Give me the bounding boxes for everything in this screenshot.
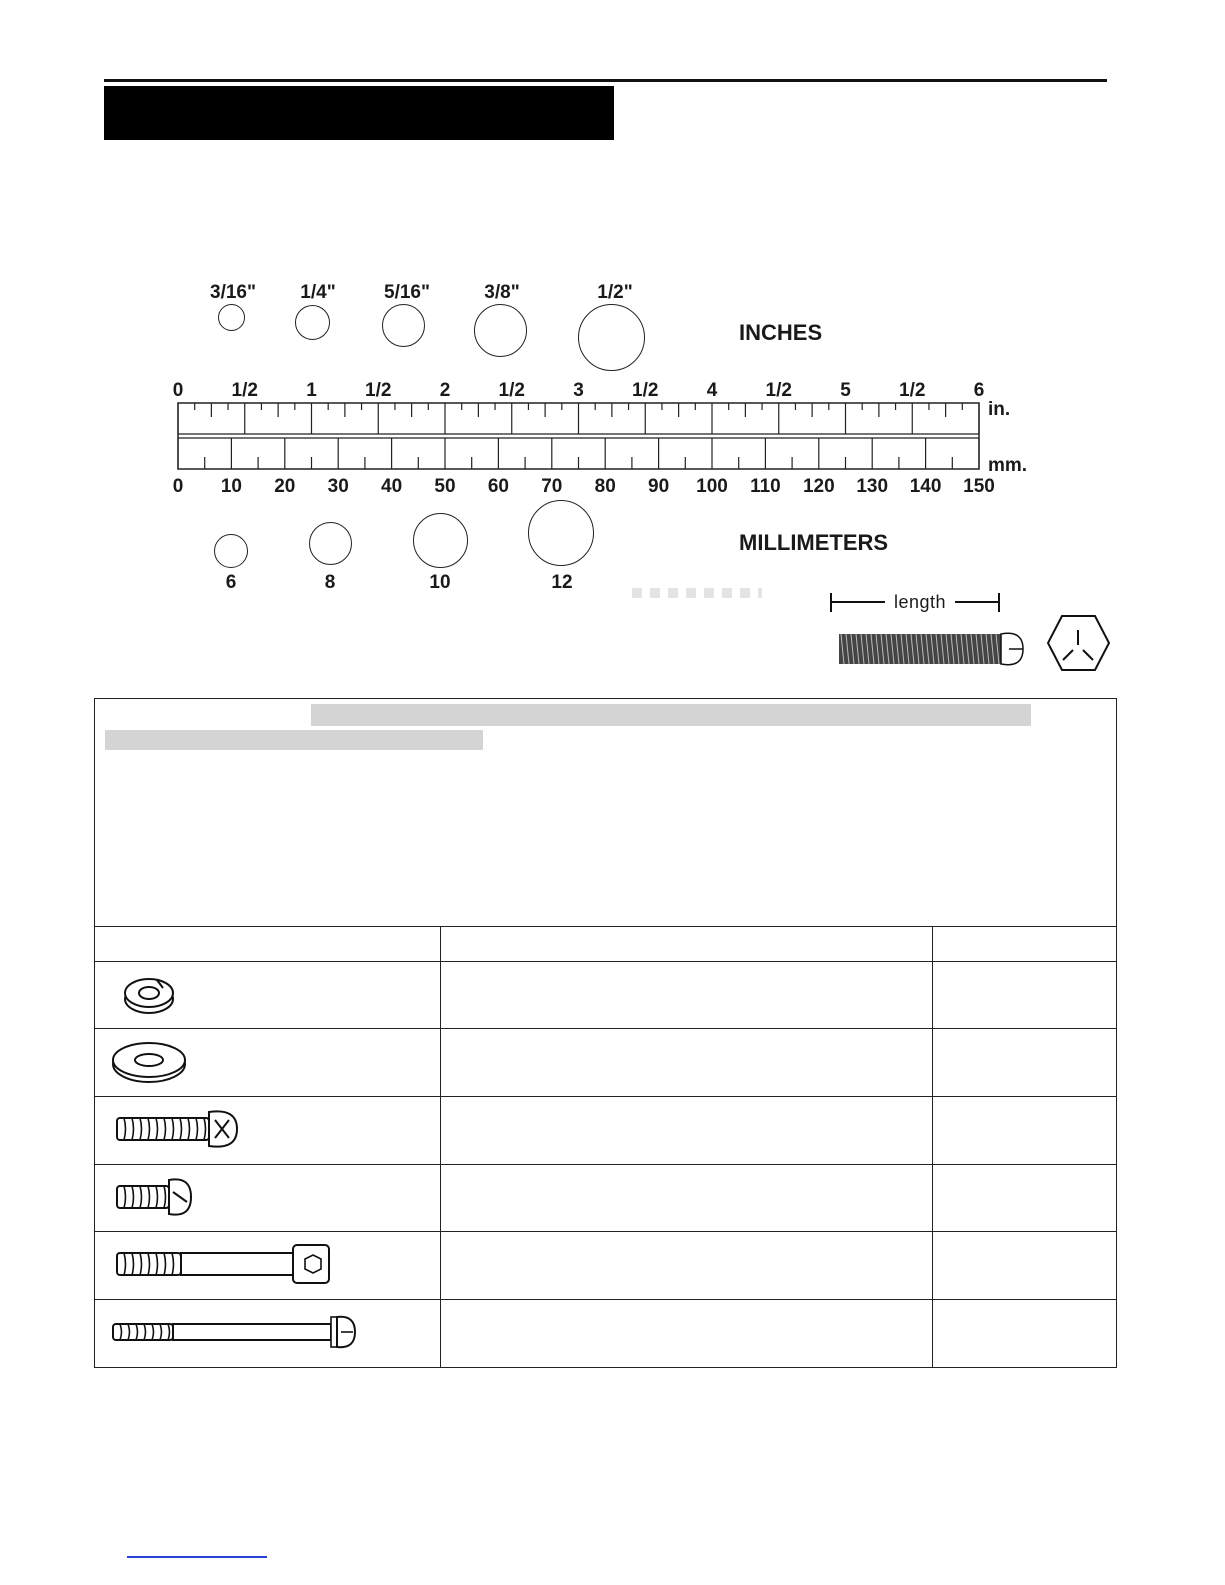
socket-cap-bolt-icon — [109, 1233, 349, 1293]
part-icon-cell — [95, 962, 441, 1029]
mm-tick-label: 10 — [220, 476, 242, 497]
inch-tick-label: 5 — [840, 380, 851, 401]
footer-link-underline[interactable] — [127, 1556, 267, 1558]
part-qty — [933, 1300, 1117, 1368]
length-label: length — [893, 592, 947, 612]
mm-tick-label: 30 — [327, 476, 349, 497]
part-description — [440, 1097, 932, 1165]
mm-tick-label: 70 — [541, 476, 563, 497]
table-row — [95, 962, 1117, 1029]
part-icon-cell — [95, 1232, 441, 1300]
inch-tick-label: 1 — [306, 380, 317, 401]
flat-washer-icon — [109, 1030, 199, 1090]
inch-tick-label: 1/2 — [365, 380, 392, 401]
inch-hole-label: 1/2" — [597, 282, 633, 303]
part-description — [440, 962, 932, 1029]
mm-hole-circle — [214, 534, 248, 568]
table-row — [95, 1165, 1117, 1232]
measuring-ruler — [150, 372, 1050, 502]
hex-head-icon — [1048, 616, 1109, 670]
inch-hole-circle — [474, 304, 527, 357]
bolt-diagram-graphic — [825, 590, 1115, 685]
inch-tick-label: 6 — [973, 380, 985, 401]
mm-tick-label: 20 — [274, 476, 296, 497]
inch-tick-label: 1/2 — [765, 380, 792, 401]
table-header-row — [95, 927, 1117, 962]
mm-unit-label: mm. — [988, 455, 1028, 476]
part-icon-cell — [95, 1097, 441, 1165]
mm-tick-label: 40 — [381, 476, 403, 497]
mm-hole-circle — [309, 522, 352, 565]
redacted-text-line-2 — [105, 730, 483, 750]
inch-tick-label: 0 — [172, 380, 184, 401]
part-qty — [933, 962, 1117, 1029]
millimeters-label: MILLIMETERS — [739, 530, 889, 555]
part-qty — [933, 1097, 1117, 1165]
inch-hole-circle — [382, 304, 425, 347]
faint-mark — [632, 588, 762, 598]
mm-tick-label: 0 — [172, 476, 184, 497]
inch-tick-label: 1/2 — [632, 380, 659, 401]
mm-tick-label: 60 — [487, 476, 509, 497]
inch-tick-label: 1/2 — [899, 380, 926, 401]
redacted-text-line-1 — [311, 704, 1031, 726]
inch-tick-label: 1/2 — [231, 380, 258, 401]
header-cell — [933, 927, 1117, 962]
mm-tick-label: 120 — [802, 476, 835, 497]
mm-tick-label: 140 — [909, 476, 942, 497]
part-icon-cell — [95, 1029, 441, 1097]
inch-hole-label: 3/8" — [484, 282, 520, 303]
inch-hole-label: 1/4" — [300, 282, 336, 303]
inch-hole-label: 3/16" — [210, 282, 256, 303]
bolt-length-diagram — [825, 590, 1115, 690]
part-qty — [933, 1165, 1117, 1232]
header-cell — [440, 927, 932, 962]
mm-hole-label: 8 — [324, 572, 336, 593]
part-description — [440, 1300, 932, 1368]
mm-hole-label: 12 — [551, 572, 573, 593]
part-icon-cell — [95, 1300, 441, 1368]
mm-hole-label: 6 — [225, 572, 237, 593]
mm-tick-label: 80 — [594, 476, 616, 497]
part-description — [440, 1165, 932, 1232]
title-bar — [104, 86, 614, 140]
part-qty — [933, 1029, 1117, 1097]
part-icon-cell — [95, 1165, 441, 1232]
inches-label: INCHES — [739, 320, 823, 345]
inch-tick-label: 4 — [706, 380, 718, 401]
mm-tick-label: 110 — [750, 476, 781, 497]
phillips-screw-long-icon — [109, 1098, 269, 1158]
mm-tick-label: 100 — [696, 476, 728, 497]
bolt-icon — [839, 633, 1023, 664]
inch-unit-label: in. — [988, 399, 1011, 420]
mm-tick-label: 50 — [434, 476, 456, 497]
parts-box — [94, 698, 1117, 927]
screw-shank — [117, 1118, 209, 1140]
mm-tick-label: 150 — [963, 476, 995, 497]
mm-hole-circle — [528, 500, 594, 566]
phillips-screw-short-icon — [109, 1166, 219, 1226]
header-rule — [104, 79, 1107, 82]
lock-washer-icon — [109, 963, 189, 1023]
inch-hole-circle — [578, 304, 645, 371]
part-description — [440, 1029, 932, 1097]
table-row — [95, 1097, 1117, 1165]
table-row — [95, 1232, 1117, 1300]
mm-hole-circle — [413, 513, 468, 568]
header-cell — [95, 927, 441, 962]
table-row — [95, 1300, 1117, 1368]
inch-hole-circle — [218, 304, 245, 331]
mm-tick-label: 130 — [856, 476, 889, 497]
long-round-head-bolt-icon — [109, 1301, 369, 1361]
inch-tick-label: 2 — [439, 380, 451, 401]
mm-hole-label: 10 — [429, 572, 451, 593]
table-row — [95, 1029, 1117, 1097]
part-qty — [933, 1232, 1117, 1300]
inch-tick-label: 1/2 — [498, 380, 525, 401]
inch-hole-label: 5/16" — [384, 282, 430, 303]
mm-tick-label: 90 — [648, 476, 670, 497]
parts-table — [94, 926, 1117, 1368]
inch-hole-circle — [295, 305, 330, 340]
inch-tick-label: 3 — [573, 380, 584, 401]
part-description — [440, 1232, 932, 1300]
